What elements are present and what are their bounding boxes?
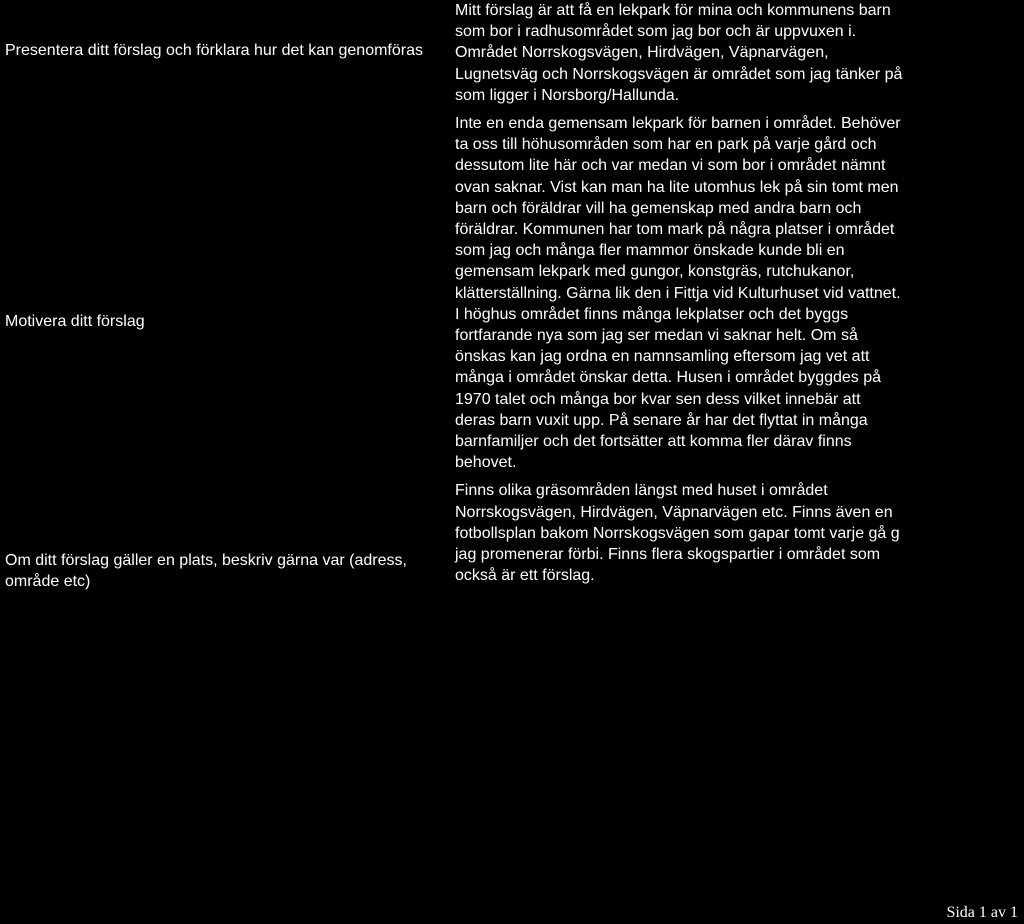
label-presentera: Presentera ditt förslag och förklara hur det kan genomföras — [5, 42, 423, 59]
answer-motivera: Inte en enda gemensam lekpark för barnen i området. Behöver ta oss till höhusområden som har en park på varje gård och dessutom lite här och var medan vi som bor i området nämnt ovan saknar. Vist kan man ha lite utomhus lek på sin tomt men barn och föräldrar vill ha gemenskap med andra barn och föräldrar. Kommunen har tom mark på några platser i området som jag och många fler mammor önskade kunde bli en gemensam lekpark med gungor, konstgräs, rutchukanor, klätterställning. Gärna lik den i Fittja vid Kulturhuset vid vattnet. I höghus området finns många lekplatser och det byggs fortfarande nya som jag ser medan vi saknar helt. Om så önskas kan jag ordna en namnsamling eftersom jag vet att många i området önskar detta. Husen i området byggdes på 1970 talet och många bor kvar sen dess vilket innebär att deras barn vuxit upp. På senare år har det flyttat in många barnfamiljer och det fortsätter att komma fler därav finns behovet. — [455, 115, 901, 472]
answers-column — [455, 0, 905, 593]
page-number: Sida 1 av 1 — [946, 904, 1018, 921]
answer-plats: Finns olika gräsområden längst med huset i området Norrskogsvägen, Hirdvägen, Väpnarvägen etc. Finns även en fotbollsplan bakom Norrskogsvägen som gapar tomt varje gå g jag promenerar förbi. Finns flera skogspartier i området som också är ett förslag. — [455, 482, 900, 585]
label-motivera: Motivera ditt förslag — [5, 313, 145, 330]
answer-presentera: Mitt förslag är att få en lekpark för mina och kommunens barn som bor i radhusområdet som jag bor och är uppvuxen i. Området Norrskogsvägen, Hirdvägen, Väpnarvägen, Lugnetsväg och Norrskogsvägen är området som jag tänker på som ligger i Norsborg/Hallunda. — [455, 2, 903, 104]
label-plats: Om ditt förslag gäller en plats, beskriv gärna var (adress, område etc) — [5, 552, 407, 590]
